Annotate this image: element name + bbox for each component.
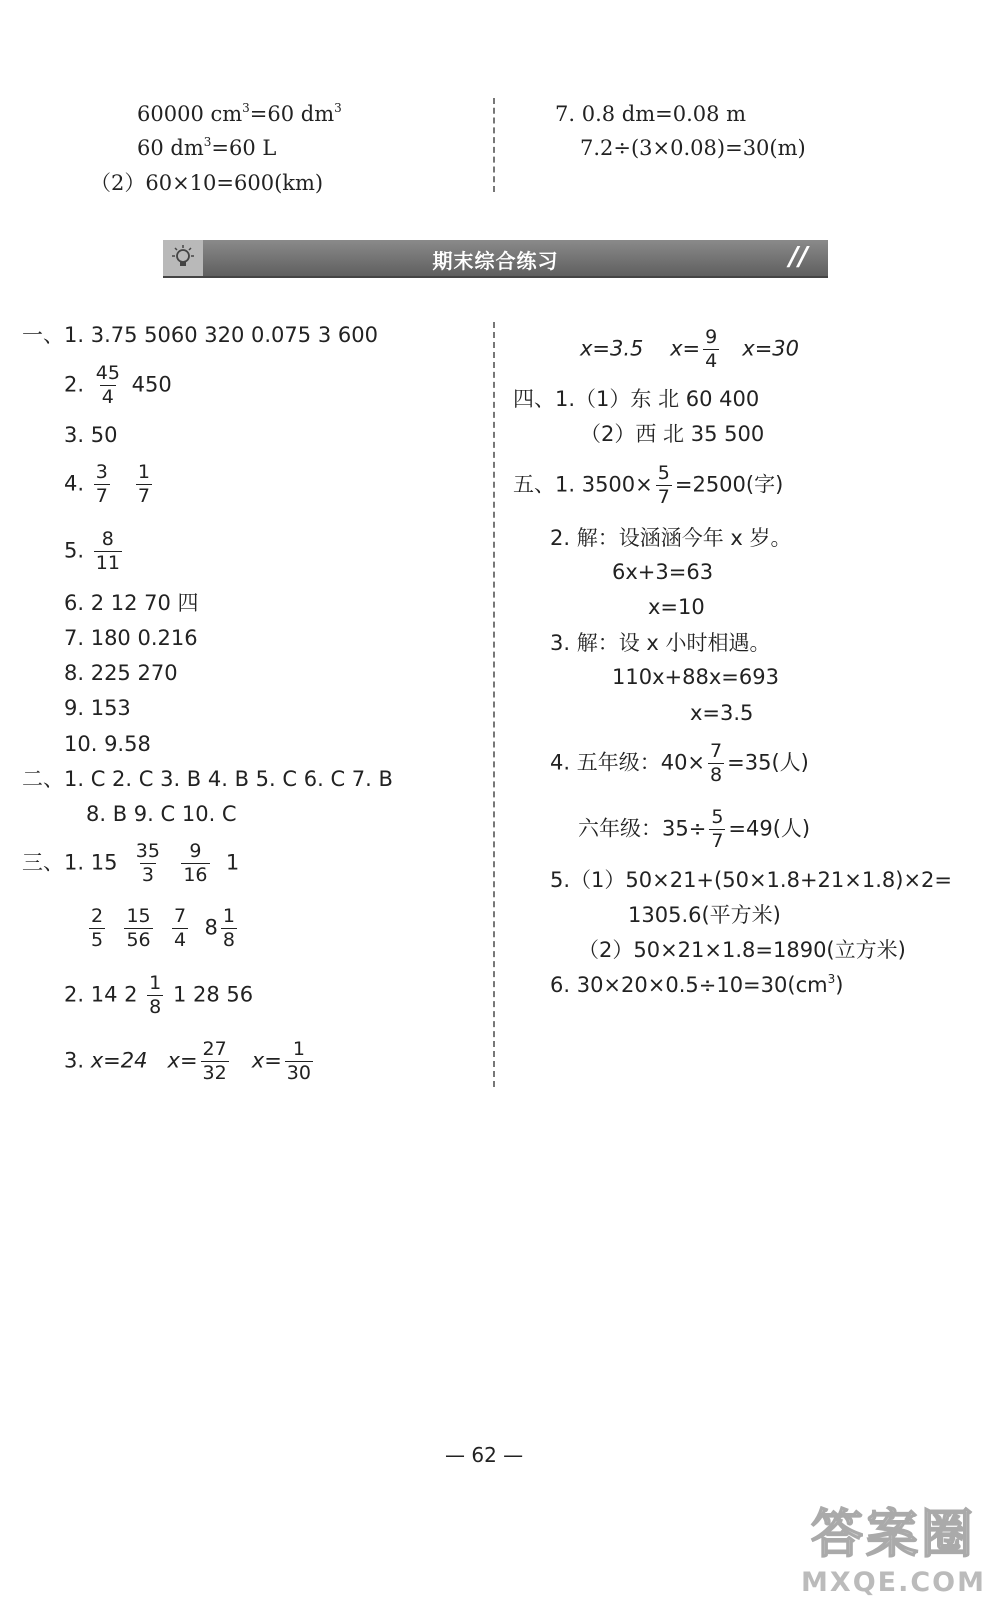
- answer-1-9: 9. 153: [64, 696, 131, 720]
- answer-5-1: 五、1. 3500× $\frac{5}{7}$ =2500(字): [513, 462, 784, 508]
- answer-1-10: 10. 9.58: [64, 732, 151, 756]
- answer-5-3: 3. 解：设 x 小时相遇。: [550, 631, 771, 655]
- top-line-3: （2）60×10=600(km): [90, 171, 324, 195]
- answer-5-3-eq1: 110x+88x=693: [612, 665, 779, 689]
- answer-5-3-eq2: x=3.5: [690, 701, 754, 725]
- watermark-url: MXQE.COM: [801, 1567, 986, 1598]
- top-right-line-1: 7. 0.8 dm=0.08 m: [555, 102, 747, 126]
- answer-1-2: 2. $\frac{45}{4}$ 450: [64, 362, 172, 408]
- answer-5-5-part1-result: 1305.6(平方米): [628, 903, 781, 927]
- answer-1-8: 8. 225 270: [64, 661, 178, 685]
- banner-slash-decoration: //: [789, 242, 808, 272]
- column-divider-top: [493, 98, 495, 192]
- answer-3-2: 2. 14 2 $\frac{1}{8}$ 1 28 56: [64, 972, 254, 1018]
- section-banner: [163, 240, 828, 278]
- answer-5-5-part1: 5.（1）50×21+(50×1.8+21×1.8)×2=: [550, 868, 952, 892]
- section-title: 期末综合练习: [432, 249, 559, 273]
- answer-1-6: 6. 2 12 70 四: [64, 591, 199, 615]
- answer-5-2-eq2: x=10: [648, 595, 705, 619]
- answer-5-6: 6. $30\times 20\times 0.5\div 10=30(cm^3)$: [550, 972, 844, 997]
- answer-5-2-eq1: 6x+3=63: [612, 560, 714, 584]
- answer-5-4-row-1: 4. 五年级：40× $\frac{7}{8}$ =35(人): [550, 740, 809, 786]
- answer-1-1: 一、1. 3.75 5060 320 0.075 3 600: [22, 323, 378, 347]
- answer-5-4-row-2: 六年级：35÷ $\frac{5}{7}$ =49(人): [578, 806, 811, 852]
- answer-5-2: 2. 解：设涵涵今年 x 岁。: [550, 526, 792, 550]
- watermark-text: 答案圈: [811, 1505, 977, 1565]
- answer-3-3-continued: x=3.5 x= $\frac{9}{4}$ x=30: [580, 326, 800, 372]
- answer-3-3: 3. x=24 x= $\frac{27}{32}$ x= $\frac{1}{30}$: [64, 1038, 311, 1084]
- answer-4-1: 四、1.（1）东 北 60 400: [513, 387, 760, 411]
- answer-1-5: 5. $\frac{8}{11}$: [64, 528, 120, 574]
- answer-1-4: 4. $\frac{3}{7}$ $\frac{1}{7}$: [64, 461, 150, 507]
- answer-3-1-row-1: 三、1. 15 $\frac{35}{3}$ $\frac{9}{16}$ 1: [22, 840, 240, 886]
- watermark-logo: [801, 1492, 986, 1598]
- answer-4-2: （2）西 北 35 500: [580, 422, 765, 446]
- page-number: — 62 —: [445, 1443, 524, 1467]
- top-line-1: 60000 $cm^3=60$ $dm^3$: [137, 101, 342, 126]
- top-right-line-2: 7.2÷(3×0.08)=30(m): [580, 136, 806, 160]
- column-divider: [493, 322, 495, 1087]
- answer-1-3: 3. 50: [64, 423, 118, 447]
- answer-2-row-2: 8. B 9. C 10. C: [86, 802, 237, 826]
- answer-2-row-1: 二、1. C 2. C 3. B 4. B 5. C 6. C 7. B: [22, 767, 393, 791]
- answer-1-7: 7. 180 0.216: [64, 626, 198, 650]
- answer-5-5-part2: （2）50×21×1.8=1890(立方米): [578, 938, 906, 962]
- answer-3-1-row-2: $\frac{2}{5}$ $\frac{15}{56}$ $\frac{7}{4}$ 8 $\frac{1}{8}$: [91, 905, 235, 951]
- top-line-2: 60 $dm^3=60$ L: [137, 135, 277, 160]
